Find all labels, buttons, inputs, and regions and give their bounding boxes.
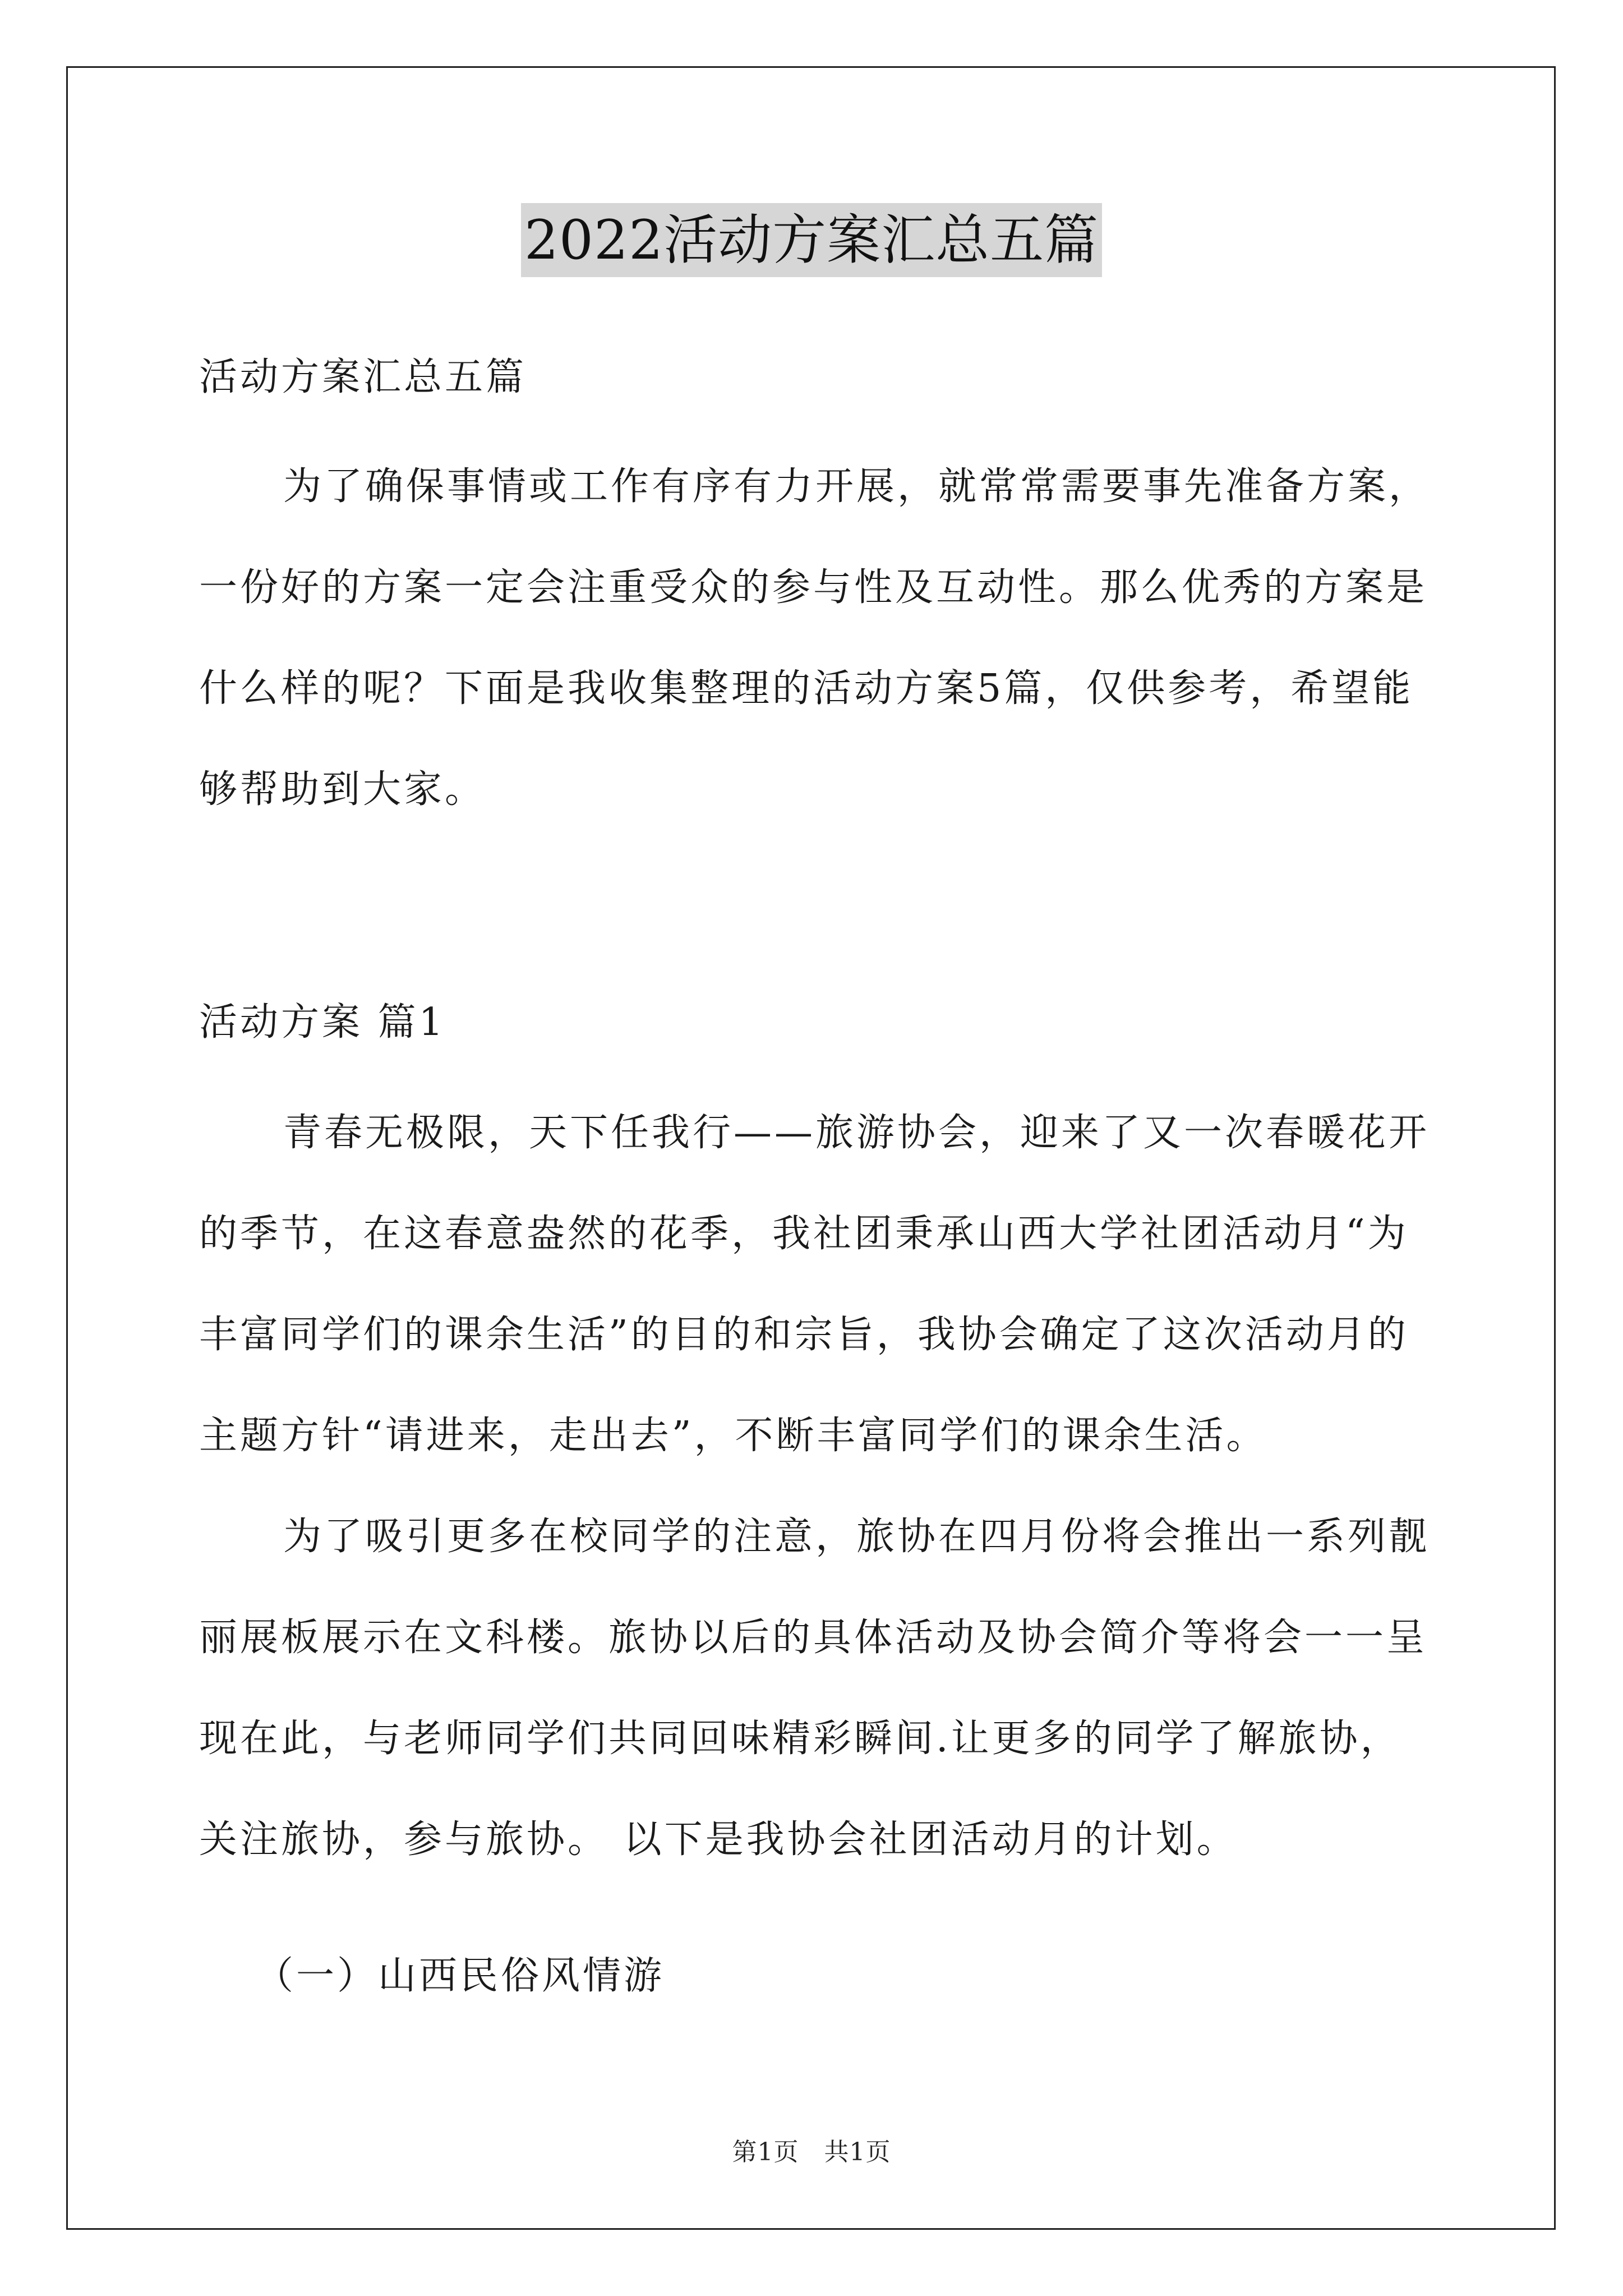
paragraph-2: 为了吸引更多在校同学的注意，旅协在四月份将会推出一系列靓丽展板展示在文科楼。旅协以后的具体活动及协会简介等将会一一呈现在此，与老师同学们共同回味精彩瞬间.让更多的同学了解旅协，关注旅协，参与旅协。 以下是我协会社团活动月的计划。 — [199, 1515, 1430, 1862]
document-subtitle: 活动方案汇总五篇 — [199, 355, 527, 399]
page-footer: 第1页 共1页 — [732, 2138, 891, 2166]
intro-paragraph: 为了确保事情或工作有序有力开展，就常常需要事先准备方案，一份好的方案一定会注重受众的参与性及互动性。那么优秀的方案是什么样的呢？下面是我收集整理的活动方案5篇，仅供参考，希望能够帮助到大家。 — [199, 464, 1430, 812]
document-title: 2022活动方案汇总五篇 — [521, 203, 1102, 277]
sub-heading: （一）山西民俗风情游 — [255, 1954, 665, 1998]
paragraph-1: 青春无极限，天下任我行——旅游协会，迎来了又一次春暖花开的季节，在这春意盎然的花季，我社团秉承山西大学社团活动月“为丰富同学们的课余生活”的目的和宗旨，我协会确定了这次活动月的主题方针“请进来，走出去”，不断丰富同学们的课余生活。 — [199, 1111, 1430, 1458]
title-container — [0, 203, 1623, 277]
section-heading: 活动方案 篇1 — [199, 1000, 446, 1045]
